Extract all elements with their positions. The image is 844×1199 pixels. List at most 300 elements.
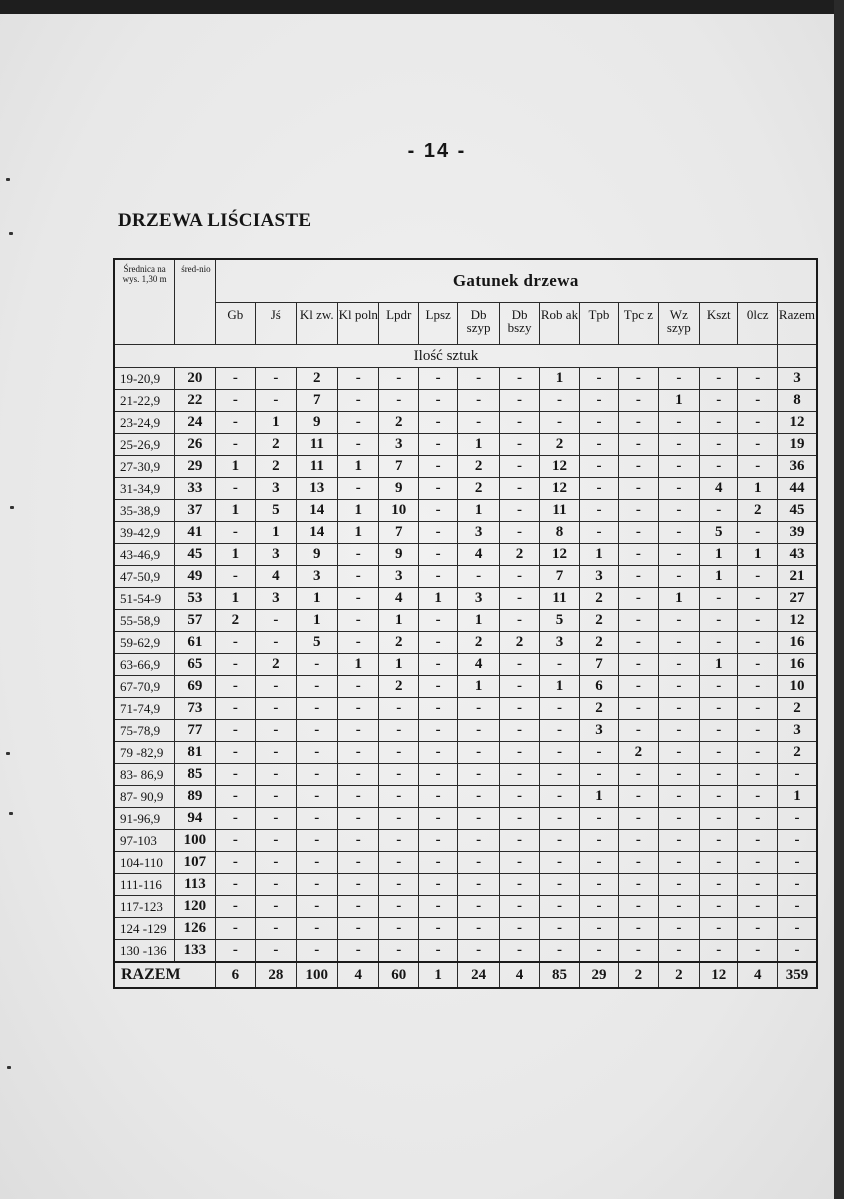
diameter-average-cell: 73 (175, 698, 215, 720)
count-cell: 1 (296, 588, 337, 610)
count-cell: - (215, 918, 255, 940)
count-cell: - (256, 764, 296, 786)
count-cell: - (296, 654, 337, 676)
table-row (114, 500, 817, 522)
count-cell: - (658, 456, 699, 478)
count-cell: - (619, 588, 658, 610)
count-cell: - (738, 940, 777, 963)
count-cell: 2 (379, 412, 418, 434)
count-cell: 1 (540, 368, 579, 390)
count-cell: - (738, 808, 777, 830)
count-cell: 2 (619, 742, 658, 764)
count-cell: - (738, 566, 777, 588)
count-cell: - (418, 456, 457, 478)
row-total-cell: 2 (777, 742, 817, 764)
row-total-cell: 19 (777, 434, 817, 456)
count-cell: 3 (379, 434, 418, 456)
diameter-average-cell: 41 (175, 522, 215, 544)
species-header-cell: Tpc z (619, 303, 658, 345)
count-cell: - (458, 830, 499, 852)
count-cell: 1 (338, 456, 379, 478)
count-cell: - (540, 412, 579, 434)
count-cell: - (579, 808, 618, 830)
row-total-cell: 16 (777, 632, 817, 654)
count-cell: - (458, 368, 499, 390)
count-cell: - (658, 654, 699, 676)
count-cell: - (658, 698, 699, 720)
count-cell: - (256, 632, 296, 654)
row-total-cell: - (777, 852, 817, 874)
row-total-cell: 3 (777, 368, 817, 390)
count-cell: - (256, 720, 296, 742)
page-number: - 14 - (407, 140, 467, 162)
count-cell: - (619, 698, 658, 720)
row-total-cell: 44 (777, 478, 817, 500)
diameter-average-cell: 29 (175, 456, 215, 478)
count-cell: 5 (256, 500, 296, 522)
count-cell: - (499, 830, 539, 852)
count-cell: - (700, 500, 738, 522)
count-cell: - (579, 764, 618, 786)
count-cell: - (619, 654, 658, 676)
count-cell: - (215, 434, 255, 456)
count-cell: 2 (256, 654, 296, 676)
count-cell: - (215, 742, 255, 764)
summary-count-cell: 2 (619, 962, 658, 988)
count-cell: - (256, 852, 296, 874)
count-cell: - (338, 412, 379, 434)
count-cell: - (579, 742, 618, 764)
diameter-average-cell: 100 (175, 830, 215, 852)
count-cell: 1 (658, 390, 699, 412)
count-cell: - (540, 698, 579, 720)
count-cell: 3 (296, 566, 337, 588)
count-cell: - (700, 742, 738, 764)
count-cell: 1 (418, 588, 457, 610)
count-cell: - (619, 368, 658, 390)
count-cell: 9 (379, 544, 418, 566)
count-cell: - (658, 940, 699, 963)
count-cell: - (658, 478, 699, 500)
count-cell: - (499, 808, 539, 830)
count-cell: - (700, 434, 738, 456)
table-row (114, 632, 817, 654)
diameter-average-cell: 24 (175, 412, 215, 434)
count-cell: - (379, 808, 418, 830)
count-cell: - (418, 500, 457, 522)
count-cell: - (499, 764, 539, 786)
count-cell: - (256, 610, 296, 632)
quantity-subheader: Ilość sztuk (114, 345, 777, 368)
count-cell: - (619, 478, 658, 500)
count-cell: 2 (499, 544, 539, 566)
count-cell: 2 (540, 434, 579, 456)
diameter-average-cell: 77 (175, 720, 215, 742)
count-cell: 11 (296, 456, 337, 478)
count-cell: - (458, 808, 499, 830)
count-cell: 1 (458, 676, 499, 698)
count-cell: - (338, 874, 379, 896)
count-cell: - (256, 896, 296, 918)
count-cell: - (579, 918, 618, 940)
count-cell: - (700, 588, 738, 610)
count-cell: - (215, 852, 255, 874)
count-cell: - (499, 610, 539, 632)
count-cell: - (458, 698, 499, 720)
count-cell: - (215, 632, 255, 654)
count-cell: - (296, 874, 337, 896)
count-cell: - (579, 390, 618, 412)
count-cell: - (738, 632, 777, 654)
count-cell: - (738, 676, 777, 698)
count-cell: - (379, 896, 418, 918)
diameter-average-cell: 133 (175, 940, 215, 963)
count-cell: - (658, 896, 699, 918)
scan-speck (7, 1066, 11, 1069)
count-cell: - (619, 456, 658, 478)
diameter-range-cell: 97-103 (114, 830, 175, 852)
count-cell: - (418, 368, 457, 390)
diameter-average-cell: 113 (175, 874, 215, 896)
count-cell: - (499, 456, 539, 478)
summary-count-cell: 4 (499, 962, 539, 988)
count-cell: 12 (540, 544, 579, 566)
count-cell: - (338, 698, 379, 720)
count-cell: - (296, 720, 337, 742)
count-cell: - (738, 368, 777, 390)
count-cell: - (379, 698, 418, 720)
diameter-average-cell: 65 (175, 654, 215, 676)
count-cell: 4 (700, 478, 738, 500)
count-cell: - (499, 742, 539, 764)
count-cell: - (658, 544, 699, 566)
count-cell: - (418, 764, 457, 786)
count-cell: - (579, 896, 618, 918)
row-total-cell: 21 (777, 566, 817, 588)
count-cell: - (700, 720, 738, 742)
count-cell: 3 (256, 478, 296, 500)
diameter-range-cell: 87- 90,9 (114, 786, 175, 808)
row-total-cell: - (777, 830, 817, 852)
count-cell: 10 (379, 500, 418, 522)
count-cell: - (296, 896, 337, 918)
count-cell: 1 (700, 544, 738, 566)
row-total-cell: 39 (777, 522, 817, 544)
row-total-cell: 8 (777, 390, 817, 412)
count-cell: 1 (579, 544, 618, 566)
count-cell: 1 (540, 676, 579, 698)
count-cell: 4 (458, 654, 499, 676)
diameter-range-cell: 130 -136 (114, 940, 175, 963)
count-cell: - (738, 610, 777, 632)
count-cell: - (738, 786, 777, 808)
count-cell: - (738, 742, 777, 764)
count-cell: - (579, 940, 618, 963)
count-cell: - (215, 830, 255, 852)
count-cell: - (658, 412, 699, 434)
count-cell: - (418, 918, 457, 940)
scan-speck (6, 752, 10, 755)
count-cell: - (379, 390, 418, 412)
count-cell: - (658, 918, 699, 940)
table-row (114, 456, 817, 478)
count-cell: - (499, 434, 539, 456)
diameter-average-cell: 61 (175, 632, 215, 654)
diameter-column-header: Średnica na wys. 1,30 m (114, 259, 175, 345)
species-header-cell: Db szyp (458, 303, 499, 345)
count-cell: - (338, 478, 379, 500)
count-cell: - (256, 676, 296, 698)
count-cell: - (619, 610, 658, 632)
count-cell: 6 (579, 676, 618, 698)
count-cell: - (700, 918, 738, 940)
species-header-cell: Wz szyp (658, 303, 699, 345)
count-cell: - (338, 896, 379, 918)
count-cell: - (338, 786, 379, 808)
count-cell: - (700, 830, 738, 852)
count-cell: 3 (540, 632, 579, 654)
count-cell: - (658, 830, 699, 852)
count-cell: - (418, 434, 457, 456)
count-cell: 2 (458, 456, 499, 478)
count-cell: - (619, 632, 658, 654)
count-cell: - (418, 720, 457, 742)
diameter-range-cell: 75-78,9 (114, 720, 175, 742)
count-cell: - (418, 852, 457, 874)
scan-speck (9, 232, 13, 235)
count-cell: - (619, 500, 658, 522)
diameter-range-cell: 51-54-9 (114, 588, 175, 610)
summary-row (114, 962, 817, 988)
species-header-cell: Kl zw. (296, 303, 337, 345)
count-cell: 1 (215, 544, 255, 566)
summary-count-cell: 2 (658, 962, 699, 988)
count-cell: 1 (338, 522, 379, 544)
count-cell: - (540, 852, 579, 874)
count-cell: - (296, 940, 337, 963)
species-header-cell: Db bszy (499, 303, 539, 345)
count-cell: - (379, 918, 418, 940)
count-cell: - (700, 940, 738, 963)
count-cell: - (215, 940, 255, 963)
count-cell: - (619, 522, 658, 544)
count-cell: - (738, 764, 777, 786)
count-cell: - (579, 830, 618, 852)
species-header-cell: Lpdr (379, 303, 418, 345)
count-cell: - (458, 566, 499, 588)
count-cell: - (619, 720, 658, 742)
count-cell: - (540, 830, 579, 852)
count-cell: - (296, 742, 337, 764)
count-cell: 2 (256, 456, 296, 478)
count-cell: - (256, 698, 296, 720)
count-cell: - (700, 456, 738, 478)
count-cell: 1 (338, 500, 379, 522)
count-cell: - (418, 676, 457, 698)
count-cell: 3 (256, 544, 296, 566)
count-cell: - (499, 676, 539, 698)
diameter-range-cell: 47-50,9 (114, 566, 175, 588)
diameter-average-cell: 49 (175, 566, 215, 588)
diameter-average-cell: 26 (175, 434, 215, 456)
diameter-average-cell: 45 (175, 544, 215, 566)
count-cell: 9 (296, 544, 337, 566)
count-cell: 7 (379, 456, 418, 478)
count-cell: - (338, 632, 379, 654)
count-cell: - (738, 412, 777, 434)
diameter-average-cell: 120 (175, 896, 215, 918)
count-cell: 3 (256, 588, 296, 610)
diameter-average-cell: 22 (175, 390, 215, 412)
diameter-average-cell: 81 (175, 742, 215, 764)
count-cell: 1 (658, 588, 699, 610)
species-header-cell: Tpb (579, 303, 618, 345)
count-cell: - (418, 808, 457, 830)
count-cell: 1 (256, 412, 296, 434)
count-cell: - (700, 786, 738, 808)
count-cell: - (540, 390, 579, 412)
count-cell: 1 (379, 610, 418, 632)
count-cell: 2 (215, 610, 255, 632)
count-cell: - (338, 676, 379, 698)
table-row (114, 852, 817, 874)
count-cell: - (338, 742, 379, 764)
grand-total-cell: 359 (777, 962, 817, 988)
count-cell: - (418, 654, 457, 676)
count-cell: - (499, 412, 539, 434)
count-cell: - (338, 940, 379, 963)
table-row (114, 830, 817, 852)
count-cell: - (296, 852, 337, 874)
count-cell: - (700, 874, 738, 896)
diameter-range-cell: 67-70,9 (114, 676, 175, 698)
count-cell: - (379, 786, 418, 808)
count-cell: - (540, 896, 579, 918)
count-cell: - (658, 742, 699, 764)
count-cell: - (499, 720, 539, 742)
count-cell: 2 (738, 500, 777, 522)
row-total-cell: 27 (777, 588, 817, 610)
average-column-header: śred-nio (175, 259, 215, 345)
count-cell: - (256, 940, 296, 963)
count-cell: - (418, 786, 457, 808)
count-cell: - (738, 434, 777, 456)
count-cell: - (458, 412, 499, 434)
diameter-range-cell: 39-42,9 (114, 522, 175, 544)
count-cell: 1 (458, 610, 499, 632)
count-cell: - (256, 368, 296, 390)
count-cell: - (658, 610, 699, 632)
count-cell: - (215, 698, 255, 720)
count-cell: - (215, 566, 255, 588)
count-cell: - (658, 786, 699, 808)
count-cell: - (658, 764, 699, 786)
count-cell: 14 (296, 500, 337, 522)
count-cell: - (700, 368, 738, 390)
count-cell: 7 (379, 522, 418, 544)
count-cell: - (458, 940, 499, 963)
row-total-cell: 1 (777, 786, 817, 808)
count-cell: - (215, 874, 255, 896)
count-cell: 11 (540, 500, 579, 522)
scan-right-edge (834, 0, 844, 1199)
count-cell: - (418, 698, 457, 720)
count-cell: - (499, 874, 539, 896)
count-cell: - (256, 390, 296, 412)
count-cell: - (619, 852, 658, 874)
count-cell: - (738, 654, 777, 676)
count-cell: - (619, 544, 658, 566)
count-cell: - (499, 940, 539, 963)
count-cell: 4 (379, 588, 418, 610)
count-cell: - (579, 368, 618, 390)
count-cell: 1 (215, 588, 255, 610)
table-row (114, 654, 817, 676)
row-total-cell: - (777, 896, 817, 918)
count-cell: 7 (579, 654, 618, 676)
count-cell: - (579, 874, 618, 896)
count-cell: 8 (540, 522, 579, 544)
count-cell: - (738, 698, 777, 720)
count-cell: 3 (458, 588, 499, 610)
count-cell: 12 (540, 456, 579, 478)
count-cell: 1 (215, 456, 255, 478)
count-cell: - (379, 852, 418, 874)
count-cell: - (700, 610, 738, 632)
count-cell: - (619, 786, 658, 808)
diameter-average-cell: 20 (175, 368, 215, 390)
summary-count-cell: 6 (215, 962, 255, 988)
diameter-range-cell: 91-96,9 (114, 808, 175, 830)
count-cell: - (418, 390, 457, 412)
row-total-cell: - (777, 764, 817, 786)
table-row (114, 544, 817, 566)
diameter-range-cell: 21-22,9 (114, 390, 175, 412)
count-cell: - (418, 412, 457, 434)
count-cell: 2 (579, 632, 618, 654)
count-cell: - (700, 390, 738, 412)
count-cell: 1 (338, 654, 379, 676)
count-cell: 2 (458, 478, 499, 500)
count-cell: - (458, 896, 499, 918)
count-cell: 3 (579, 566, 618, 588)
count-cell: - (619, 390, 658, 412)
count-cell: 1 (738, 478, 777, 500)
count-cell: - (499, 786, 539, 808)
diameter-range-cell: 55-58,9 (114, 610, 175, 632)
species-header-cell: Jś (256, 303, 296, 345)
count-cell: - (499, 566, 539, 588)
count-cell: - (579, 522, 618, 544)
count-cell: - (619, 764, 658, 786)
count-cell: 1 (738, 544, 777, 566)
count-cell: 11 (296, 434, 337, 456)
count-cell: - (418, 610, 457, 632)
count-cell: - (338, 720, 379, 742)
count-cell: - (379, 764, 418, 786)
count-cell: 3 (579, 720, 618, 742)
count-cell: - (215, 654, 255, 676)
table-row (114, 940, 817, 963)
count-cell: - (379, 742, 418, 764)
count-cell: - (499, 368, 539, 390)
count-cell: - (738, 720, 777, 742)
row-total-cell: 45 (777, 500, 817, 522)
count-cell: - (540, 720, 579, 742)
summary-count-cell: 4 (338, 962, 379, 988)
diameter-average-cell: 57 (175, 610, 215, 632)
count-cell: 2 (458, 632, 499, 654)
